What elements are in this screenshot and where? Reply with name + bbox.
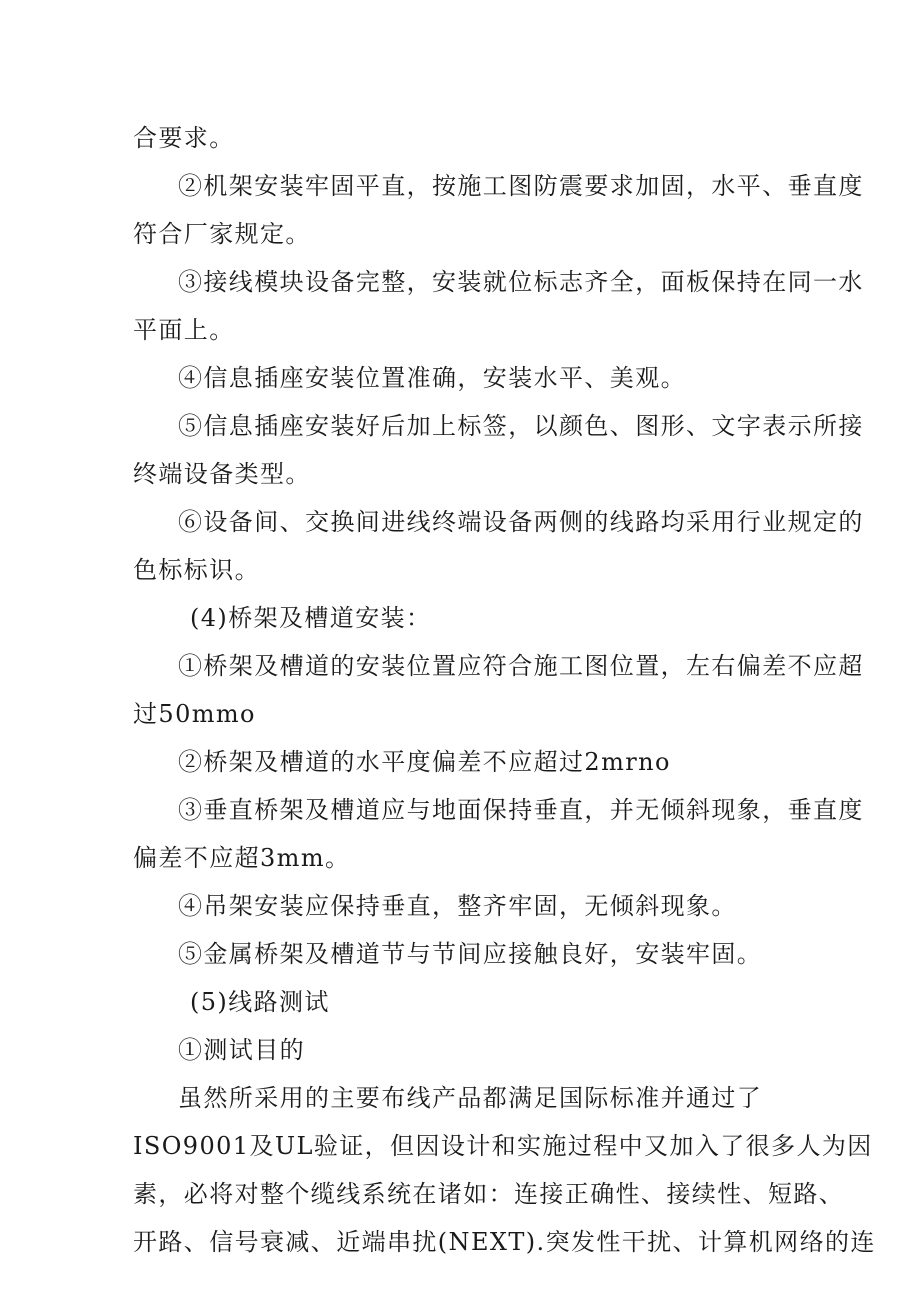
text-line: ISO9001及UL验证，但因设计和实施过程中又加入了很多人为因: [133, 1132, 873, 1160]
text-line: 合要求。: [133, 124, 235, 152]
text-line: 素，必将对整个缆线系统在诸如：连接正确性、接续性、短路、: [133, 1180, 845, 1208]
text-line: 平面上。: [133, 316, 235, 344]
text-line: 色标标识。: [133, 556, 260, 584]
text-line: ②桥架及槽道的水平度偏差不应超过2mrno: [178, 748, 671, 776]
text-line: 虽然所采用的主要布线产品都满足国际标准并通过了: [178, 1084, 763, 1112]
text-line: ⑤信息插座安装好后加上标签，以颜色、图形、文字表示所接: [178, 412, 864, 440]
text-line: ④信息插座安装位置准确，安装水平、美观。: [178, 364, 686, 392]
text-line: 符合厂家规定。: [133, 220, 311, 248]
text-line: ⑤金属桥架及槽道节与节间应接触良好，安装牢固。: [178, 940, 763, 968]
text-line: ③垂直桥架及槽道应与地面保持垂直，并无倾斜现象，垂直度: [178, 796, 864, 824]
text-line: ⑥设备间、交换间进线终端设备两侧的线路均采用行业规定的: [178, 508, 864, 536]
subsection-heading: ①测试目的: [178, 1036, 305, 1064]
text-line: 过50mmo: [133, 700, 256, 728]
section-heading: (5)线路测试: [190, 988, 330, 1016]
text-line: 终端设备类型。: [133, 460, 311, 488]
text-line: ②机架安装牢固平直，按施工图防震要求加固，水平、垂直度: [178, 172, 864, 200]
text-line: ③接线模块设备完整，安装就位标志齐全，面板保持在同一水: [178, 268, 864, 296]
text-line: 偏差不应超3mm。: [133, 844, 351, 872]
section-heading: (4)桥架及槽道安装：: [190, 604, 432, 632]
text-line: 开路、信号衰减、近端串扰(NEXT).突发性干扰、计算机网络的连: [133, 1228, 876, 1256]
text-line: ①桥架及槽道的安装位置应符合施工图位置，左右偏差不应超: [178, 652, 864, 680]
text-line: ④吊架安装应保持垂直，整齐牢固，无倾斜现象。: [178, 892, 737, 920]
